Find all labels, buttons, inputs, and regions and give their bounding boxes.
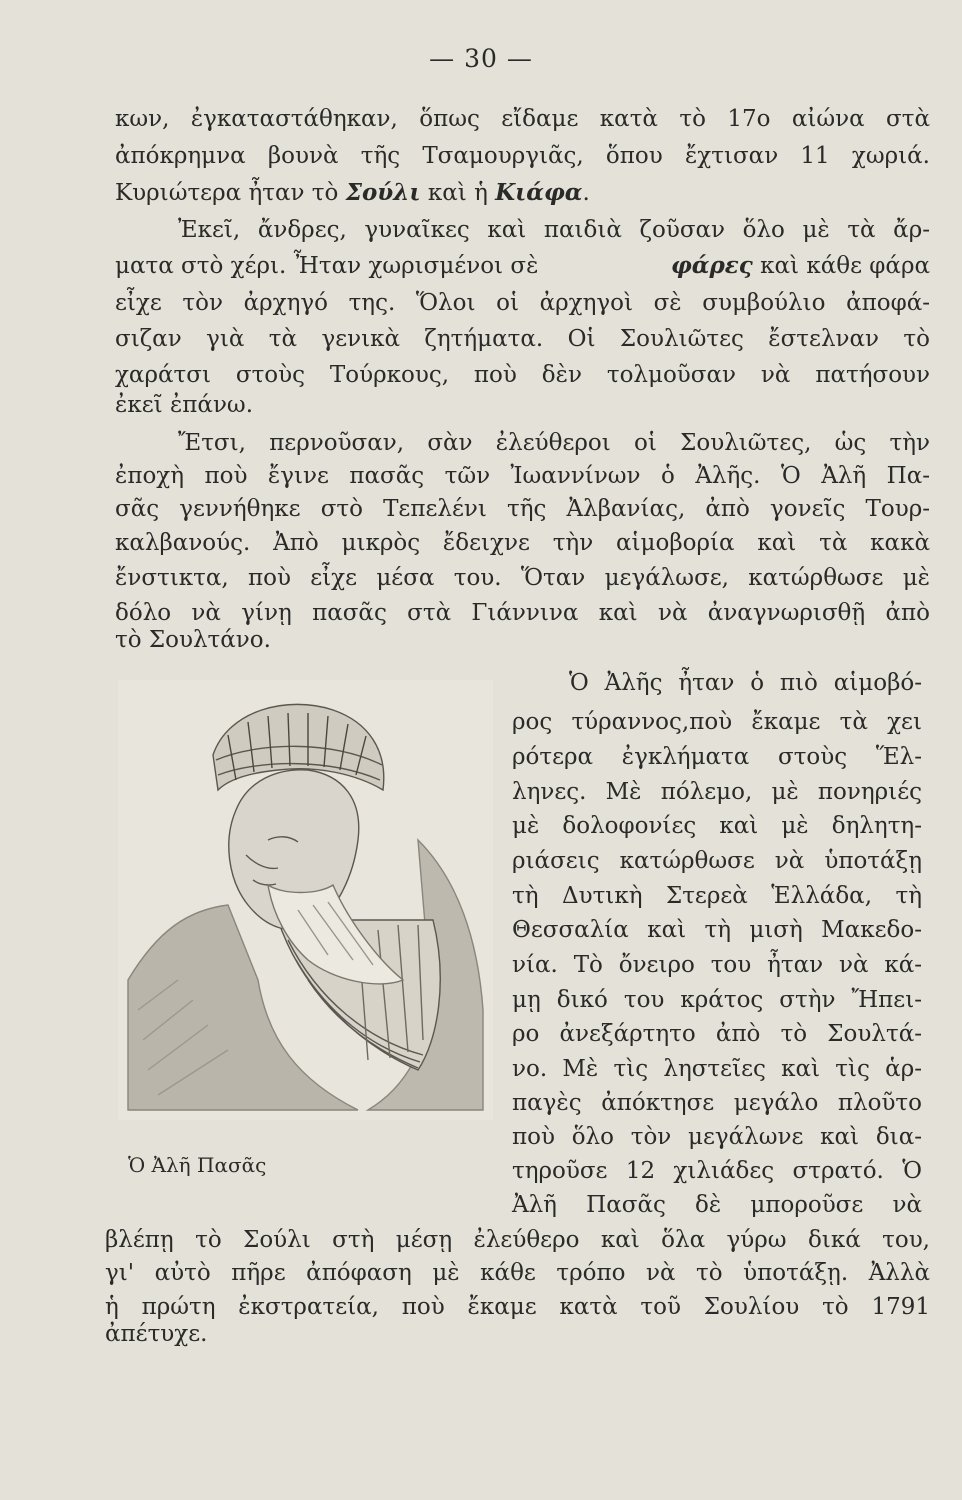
text-line: χαράτσι στοὺς Τούρκους, ποὺ δὲν τολμοῦσαν νὰ πατήσουν (115, 362, 930, 388)
text-line: ποὺ ὅλο τὸν μεγάλωνε καὶ δια- (512, 1124, 922, 1150)
text-line: ληνες. Μὲ πόλεμο, μὲ πονηριές (512, 779, 922, 805)
text-line: μὲ δολοφονίες καὶ μὲ δηλητη- (512, 813, 922, 839)
text-line: γι' αὐτὸ πῆρε ἀπόφαση μὲ κάθε τρόπο νὰ τὸ ὑποτάξῃ. Ἀλλὰ (105, 1260, 930, 1286)
text-line: κων, ἐγκαταστάθηκαν, ὅπως εἴδαμε κατὰ τὸ 17ο αἰώνα στὰ (115, 106, 930, 132)
text-line: Ἐκεῖ, ἄνδρες, γυναῖκες καὶ παιδιὰ ζοῦσαν ὅλο μὲ τὰ ἄρ- (178, 217, 930, 243)
text-line: ριάσεις κατώρθωσε νὰ ὑποτάξῃ (512, 848, 922, 874)
text-line: καλβανούς. Ἀπὸ μικρὸς ἔδειχνε τὴν αἱμοβορία καὶ τὰ κακὰ (115, 530, 930, 556)
text-line: σᾶς γεννήθηκε στὸ Τεπελένι τῆς Ἀλβανίας, ἀπὸ γονεῖς Τουρ- (115, 496, 930, 522)
text-line: μῃ δικό του κράτος στὴν Ἤπει- (512, 987, 922, 1013)
text-line: ἡ πρώτη ἐκστρατεία, ποὺ ἔκαμε κατὰ τοῦ Σουλίου τὸ 1791 (105, 1294, 930, 1320)
text-line: νία. Τὸ ὄνειρο του ἦταν νὰ κά- (512, 952, 922, 978)
text-line: ἔνστικτα, ποὺ εἶχε μέσα του. Ὅταν μεγάλωσε, κατώρθωσε μὲ (115, 565, 930, 591)
text-line: ἐποχὴ ποὺ ἔγινε πασᾶς τῶν Ἰωαννίνων ὁ Ἀλῆς. Ὁ Ἀλῆ Πα- (115, 463, 930, 489)
text-line: Ὁ Ἀλῆς ἦταν ὁ πιὸ αἱμοβό- (569, 670, 922, 696)
place-name-souli: Σούλι (345, 179, 421, 206)
text-line: τὸ Σουλτάνο. (115, 627, 271, 653)
term-fares: φάρες (670, 252, 753, 279)
text-line: Ἀλῆ Πασᾶς δὲ μποροῦσε νὰ (512, 1192, 922, 1218)
text-fragment: Κυριώτερα ἦταν τὸ (115, 180, 339, 206)
ali-pasha-portrait (118, 680, 493, 1120)
text-line (115, 251, 930, 281)
portrait-caption: Ὁ Ἀλῆ Πασᾶς (128, 1153, 267, 1177)
text-line: Ἔτσι, περνοῦσαν, σὰν ἐλεύθεροι οἱ Σουλιῶτες, ὡς τὴν (178, 430, 930, 456)
text-fragment: καὶ ἡ (427, 180, 488, 206)
text-line: τὴ Δυτικὴ Στερεὰ Ἑλλάδα, τὴ (512, 883, 922, 909)
text-line: Θεσσαλία καὶ τὴ μισὴ Μακεδο- (512, 917, 922, 943)
text-fragment: ματα στὸ χέρι. Ἦταν χωρισμένοι σὲ (115, 253, 539, 279)
place-name-kiafa: Κιάφα (495, 179, 583, 206)
text-line: ἐκεῖ ἐπάνω. (115, 392, 253, 418)
text-line: βλέπῃ τὸ Σούλι στὴ μέσῃ ἐλεύθερο καὶ ὅλα γύρω δικά του, (105, 1227, 930, 1253)
text-line: ρότερα ἐγκλήματα στοὺς Ἕλ- (512, 744, 922, 770)
text-line: νο. Μὲ τὶς ληστεῖες καὶ τὶς ἁρ- (512, 1056, 922, 1082)
text-fragment: καὶ κάθε φάρα (760, 253, 930, 279)
text-line: δόλο νὰ γίνῃ πασᾶς στὰ Γιάννινα καὶ νὰ ἀναγνωρισθῇ ἀπὸ (115, 600, 930, 626)
text-line: ἀπέτυχε. (105, 1321, 208, 1347)
text-line: Κυριώτερα ἦταν τὸ Σούλι καὶ ἡ Κιάφα. (115, 179, 590, 206)
text-line: ρος τύραννος,ποὺ ἔκαμε τὰ χει (512, 709, 922, 735)
text-line: ρο ἀνεξάρτητο ἀπὸ τὸ Σουλτά- (512, 1021, 922, 1047)
page-number: — 30 — (429, 44, 533, 73)
text-line: σιζαν γιὰ τὰ γενικὰ ζητήματα. Οἱ Σουλιῶτες ἔστελναν τὸ (115, 326, 930, 352)
text-line: παγὲς ἀπόκτησε μεγάλο πλοῦτο (512, 1090, 922, 1116)
text-line: ἀπόκρημνα βουνὰ τῆς Τσαμουργιᾶς, ὅπου ἔχτισαν 11 χωριά. (115, 143, 930, 169)
text-line: τηροῦσε 12 χιλιάδες στρατό. Ὁ (512, 1158, 922, 1184)
text-line: εἶχε τὸν ἀρχηγό της. Ὅλοι οἱ ἀρχηγοὶ σὲ συμβούλιο ἀποφά- (115, 290, 930, 316)
